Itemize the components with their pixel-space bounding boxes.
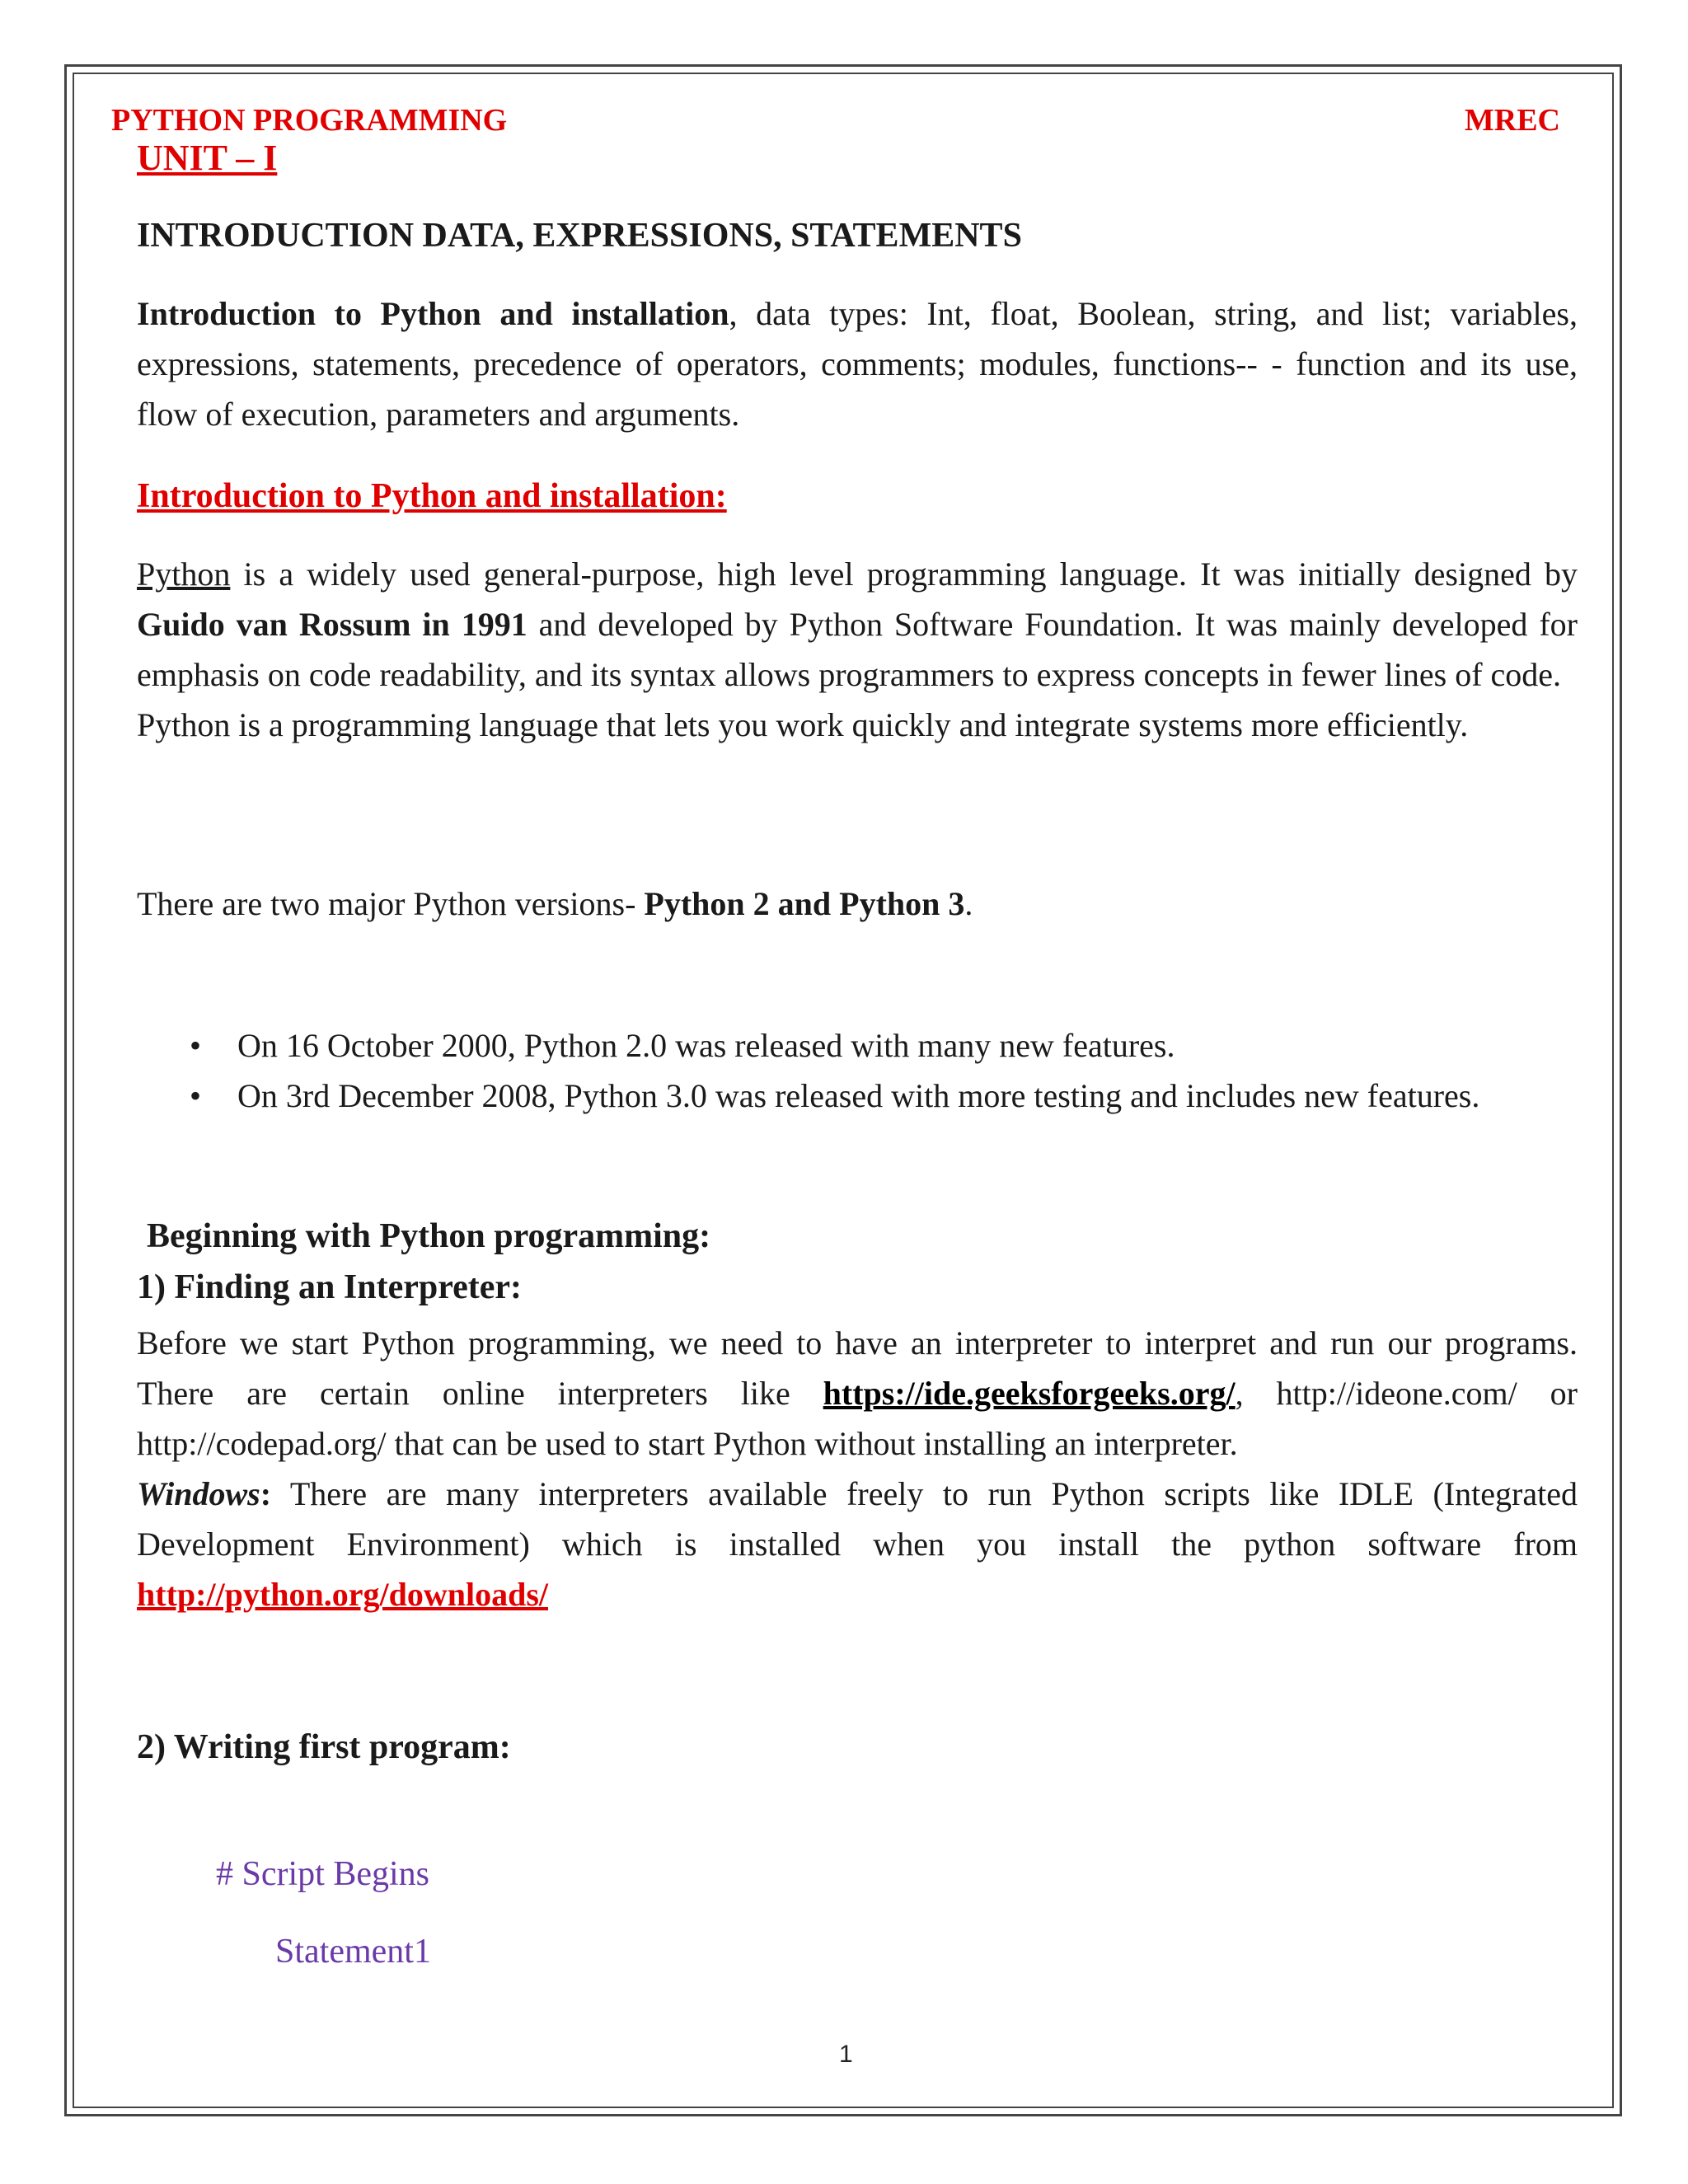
header-institution: MREC: [1464, 103, 1560, 138]
python-downloads-link[interactable]: http://python.org/downloads/: [137, 1576, 549, 1613]
syllabus-lead: Introduction to Python and installation: [137, 295, 729, 332]
finding-text-b: , http://ideone.com/ or http://codepad.org/ that can be used to start Python without installing an interpreter.: [137, 1375, 1578, 1462]
finding-text-a: Before we start Python programming, we need to have an interpreter to interpret and run our programs. There are certain online interpreters like: [137, 1324, 1578, 1412]
finding-paragraph: [137, 1318, 1578, 1619]
versions-text-a: There are two major Python versions-: [137, 885, 645, 922]
list-item-text: On 16 October 2000, Python 2.0 was released with many new features.: [237, 1027, 1175, 1064]
list-item: [181, 1020, 1582, 1071]
list-item-text: On 3rd December 2008, Python 3.0 was released with more testing and includes new features.: [237, 1077, 1480, 1114]
versions-paragraph: [137, 879, 1578, 929]
syllabus-text: , data types: Int, float, Boolean, string, and list; variables, expressions, statements, precedence of operators, comments; modules, functions-- - function and its use, flow of execution, parameters and arguments.: [137, 295, 1578, 433]
bullet-icon: •: [190, 1027, 202, 1064]
versions-bold: Python 2 and Python 3: [644, 885, 965, 922]
code-comment-line: # Script Begins: [216, 1855, 429, 1893]
intro-creator: Guido van Rossum in 1991: [137, 606, 528, 643]
windows-text: There are many interpreters available freely to run Python scripts like IDLE (Integrated Development Environment) which is installed when you install the python software from: [137, 1475, 1578, 1563]
windows-colon: :: [260, 1475, 272, 1512]
geeksforgeeks-link[interactable]: https://ide.geeksforgeeks.org/: [823, 1375, 1236, 1412]
intro-text-a: is a widely used general-purpose, high level programming language. It was initially designed by: [230, 555, 1578, 593]
list-item: [181, 1071, 1582, 1121]
windows-label: Windows: [137, 1475, 260, 1512]
header-course-title: PYTHON PROGRAMMING: [111, 103, 508, 138]
page-number: 1: [839, 2041, 853, 2068]
intro-paragraph-2: Python is a programming language that lets you work quickly and integrate systems more efficiently.: [137, 706, 1469, 743]
beginning-heading: Beginning with Python programming:: [147, 1217, 711, 1255]
release-list: [181, 1020, 1582, 1121]
intro-paragraph: [137, 549, 1578, 750]
intro-text-b: and developed by Python Software Foundation. It was mainly developed for emphasis on code readability, and its syntax allows programmers to express concepts in fewer lines of code.: [137, 606, 1578, 693]
bullet-icon: •: [190, 1077, 202, 1114]
section-heading-intro: Introduction to Python and installation:: [137, 477, 727, 515]
python-word: Python: [137, 555, 231, 593]
writing-heading: 2) Writing first program:: [137, 1728, 511, 1766]
page-title: INTRODUCTION DATA, EXPRESSIONS, STATEMENTS: [137, 217, 1022, 255]
syllabus-paragraph: [137, 288, 1578, 439]
unit-heading: UNIT – I: [137, 138, 278, 178]
versions-text-b: .: [964, 885, 973, 922]
finding-heading: 1) Finding an Interpreter:: [137, 1268, 523, 1306]
code-statement-line: Statement1: [275, 1933, 431, 1971]
